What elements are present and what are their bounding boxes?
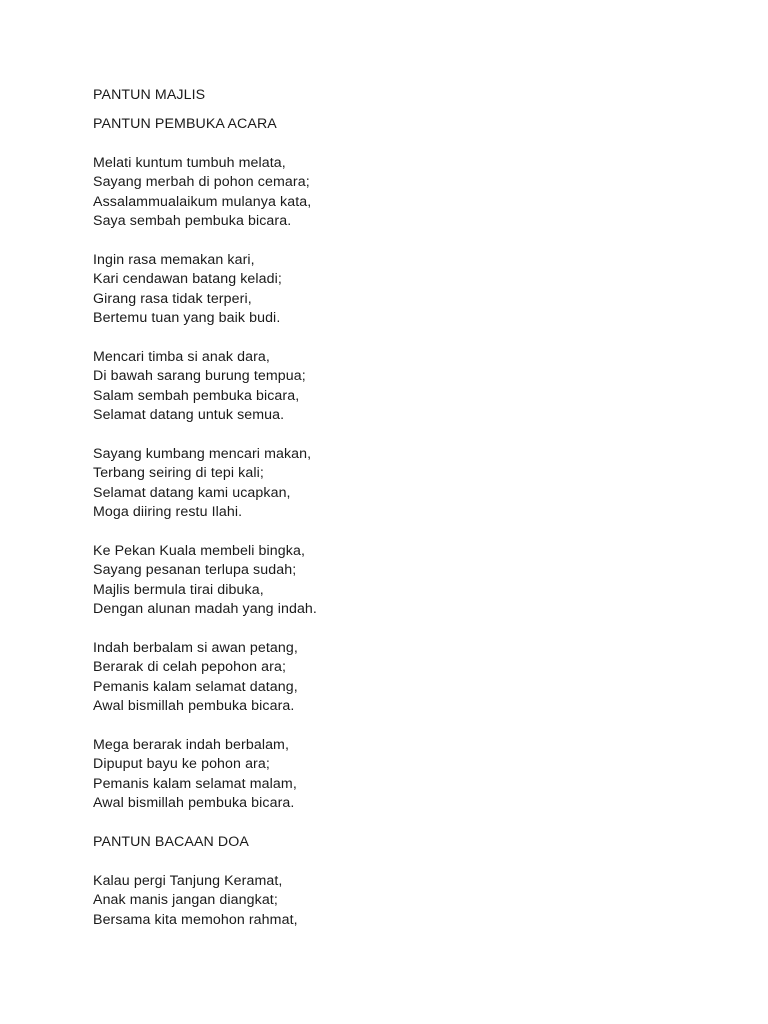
- verse-line: Melati kuntum tumbuh melata,: [93, 154, 286, 171]
- verse-line: Pemanis kalam selamat datang,: [93, 678, 298, 695]
- verse-line: Moga diiring restu Ilahi.: [93, 504, 243, 521]
- verse-line: Awal bismillah pembuka bicara.: [93, 698, 295, 715]
- verse-line: Selamat datang kami ucapkan,: [93, 484, 291, 501]
- verse-line: Mencari timba si anak dara,: [93, 348, 270, 365]
- spacer: [93, 134, 713, 153]
- verse-line: Salam sembah pembuka bicara,: [93, 387, 300, 404]
- stanza: [93, 154, 713, 232]
- stanza: [93, 736, 713, 814]
- stanza: [93, 445, 713, 523]
- verse-line: Di bawah sarang burung tempua;: [93, 368, 306, 385]
- verse-line: Majlis bermula tirai dibuka,: [93, 581, 264, 598]
- verse-line: Terbang seiring di tepi kali;: [93, 465, 264, 482]
- verse-line: Pemanis kalam selamat malam,: [93, 775, 297, 792]
- verse-line: Kalau pergi Tanjung Keramat,: [93, 872, 283, 889]
- document-body: [93, 86, 713, 949]
- verse-line: Indah berbalam si awan petang,: [93, 639, 298, 656]
- verse-line: Bersama kita memohon rahmat,: [93, 911, 298, 928]
- section-heading-bacaan-doa: PANTUN BACAAN DOA: [93, 833, 249, 850]
- verse-line: Girang rasa tidak terperi,: [93, 290, 252, 307]
- verse-line: Sayang pesanan terlupa sudah;: [93, 562, 297, 579]
- stanza: [93, 251, 713, 329]
- document-title: PANTUN MAJLIS: [93, 87, 206, 103]
- verse-line: Saya sembah pembuka bicara.: [93, 213, 292, 229]
- verse-line: Dipuput bayu ke pohon ara;: [93, 756, 270, 773]
- verse-line: Selamat datang untuk semua.: [93, 407, 285, 424]
- verse-line: Sayang merbah di pohon cemara;: [93, 174, 310, 191]
- verse-line: Bertemu tuan yang baik budi.: [93, 310, 281, 327]
- stanza: [93, 872, 713, 930]
- verse-line: Ingin rasa memakan kari,: [93, 251, 255, 268]
- verse-line: Kari cendawan batang keladi;: [93, 271, 282, 288]
- verse-line: Ke Pekan Kuala membeli bingka,: [93, 542, 305, 559]
- verse-line: Dengan alunan madah yang indah.: [93, 601, 317, 618]
- stanza: [93, 639, 713, 717]
- stanza: [93, 348, 713, 426]
- verse-line: Assalammualaikum mulanya kata,: [93, 193, 312, 210]
- verse-line: Mega berarak indah berbalam,: [93, 736, 290, 753]
- verse-line: Awal bismillah pembuka bicara.: [93, 795, 295, 812]
- verse-line: Berarak di celah pepohon ara;: [93, 659, 286, 676]
- section-heading-pembuka-acara: PANTUN PEMBUKA ACARA: [93, 115, 277, 132]
- verse-line: Sayang kumbang mencari makan,: [93, 445, 312, 462]
- verse-line: Anak manis jangan diangkat;: [93, 892, 278, 909]
- stanza: [93, 542, 713, 620]
